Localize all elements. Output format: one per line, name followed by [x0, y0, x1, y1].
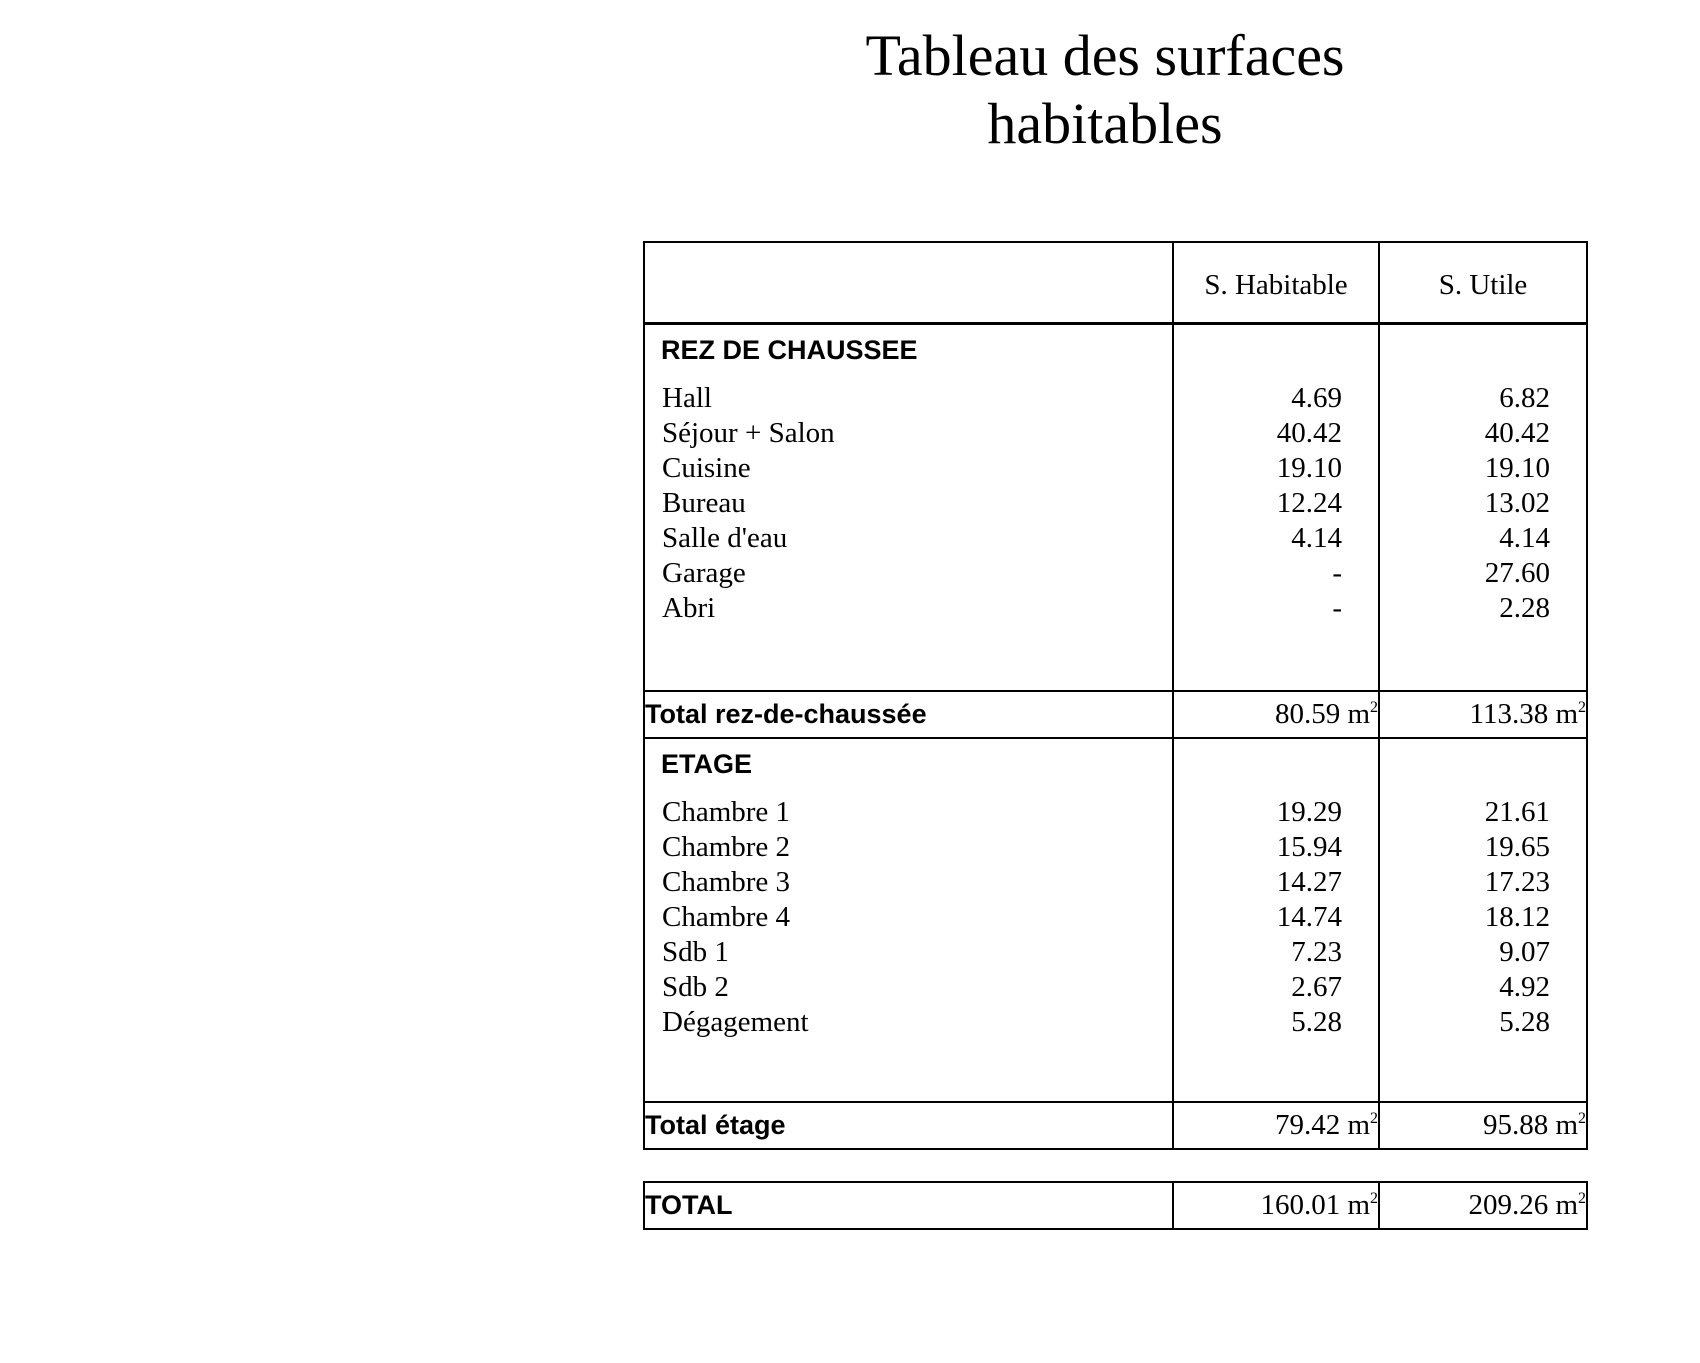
header-row	[644, 242, 1587, 324]
grand-total-utile: 209.26 $m^2$	[1379, 1182, 1587, 1229]
etage-block	[644, 738, 1587, 1102]
room-name: Sdb 2	[662, 971, 729, 1003]
room-habitable-value: 4.14	[1291, 522, 1342, 554]
etage-names-cell	[644, 738, 1173, 1102]
room-name: Garage	[662, 557, 746, 589]
room-habitable-value: 12.24	[1276, 487, 1342, 519]
section-heading-etage: ETAGE	[661, 749, 753, 779]
rdc-names-cell	[644, 324, 1173, 692]
etage-room-list	[645, 783, 1172, 1040]
header-utile: S. Utile	[1379, 242, 1587, 324]
room-habitable-value: 15.94	[1276, 831, 1342, 863]
room-utile-value: 5.28	[1499, 1006, 1550, 1038]
room-habitable-value: 19.29	[1276, 796, 1342, 828]
rdc-block	[644, 324, 1587, 692]
grand-total-label: TOTAL	[644, 1182, 1173, 1229]
total-etage-label: Total étage	[644, 1102, 1173, 1149]
room-name: Chambre 3	[662, 866, 791, 898]
room-name: Chambre 4	[662, 901, 791, 933]
rdc-utile-cell	[1379, 324, 1587, 692]
rdc-habitable-cell	[1173, 324, 1379, 692]
room-utile-value: 27.60	[1484, 557, 1550, 589]
room-name: Bureau	[662, 487, 746, 519]
room-habitable-value: -	[1332, 592, 1342, 624]
page-title	[700, 22, 1510, 158]
total-rdc-utile: 113.38 $m^2$	[1379, 691, 1587, 738]
room-name: Chambre 2	[662, 831, 791, 863]
room-name: Salle d'eau	[662, 522, 788, 554]
room-habitable-value: 14.74	[1276, 901, 1342, 933]
room-utile-value: 4.92	[1499, 971, 1550, 1003]
room-utile-value: 18.12	[1484, 901, 1550, 933]
room-habitable-value: 4.69	[1291, 382, 1342, 414]
room-habitable-value: 19.10	[1276, 452, 1342, 484]
grand-total-habitable: 160.01 $m^2$	[1173, 1182, 1379, 1229]
total-etage-row	[644, 1102, 1587, 1149]
room-name: Sdb 1	[662, 936, 729, 968]
etage-utile-list	[1380, 783, 1586, 1040]
room-habitable-value: -	[1332, 557, 1342, 589]
room-habitable-value: 14.27	[1276, 866, 1342, 898]
room-name: Hall	[662, 382, 712, 414]
room-utile-value: 17.23	[1484, 866, 1550, 898]
room-utile-value: 21.61	[1484, 796, 1550, 828]
total-rdc-habitable: 80.59 $m^2$	[1173, 691, 1379, 738]
room-habitable-value: 2.67	[1291, 971, 1342, 1003]
room-utile-value: 9.07	[1499, 936, 1550, 968]
room-utile-value: 6.82	[1499, 382, 1550, 414]
room-habitable-value: 5.28	[1291, 1006, 1342, 1038]
rdc-utile-list	[1380, 369, 1586, 626]
surfaces-table	[643, 241, 1588, 1150]
room-name: Dégagement	[662, 1006, 809, 1038]
rdc-habitable-list	[1174, 369, 1378, 626]
room-name: Cuisine	[662, 452, 751, 484]
room-utile-value: 19.10	[1484, 452, 1550, 484]
section-heading-rdc: REZ DE CHAUSSEE	[661, 335, 918, 365]
room-name: Abri	[662, 592, 716, 624]
etage-habitable-list	[1174, 783, 1378, 1040]
room-utile-value: 19.65	[1484, 831, 1550, 863]
header-habitable: S. Habitable	[1173, 242, 1379, 324]
rdc-room-list	[645, 369, 1172, 626]
total-rdc-label: Total rez-de-chaussée	[644, 691, 1173, 738]
grand-total-table	[643, 1181, 1588, 1230]
room-utile-value: 4.14	[1499, 522, 1550, 554]
room-habitable-value: 7.23	[1291, 936, 1342, 968]
etage-utile-cell	[1379, 738, 1587, 1102]
etage-habitable-cell	[1173, 738, 1379, 1102]
room-habitable-value: 40.42	[1276, 417, 1342, 449]
room-name: Séjour + Salon	[662, 417, 835, 449]
room-utile-value: 40.42	[1484, 417, 1550, 449]
total-rdc-row	[644, 691, 1587, 738]
title-line-1: Tableau des surfaces	[865, 23, 1345, 88]
room-utile-value: 2.28	[1499, 592, 1550, 624]
title-line-2: habitables	[987, 91, 1223, 156]
room-utile-value: 13.02	[1484, 487, 1550, 519]
total-etage-utile: 95.88 $m^2$	[1379, 1102, 1587, 1149]
grand-total-row	[644, 1182, 1587, 1229]
header-blank	[644, 242, 1173, 324]
total-etage-habitable: 79.42 $m^2$	[1173, 1102, 1379, 1149]
room-name: Chambre 1	[662, 796, 791, 828]
